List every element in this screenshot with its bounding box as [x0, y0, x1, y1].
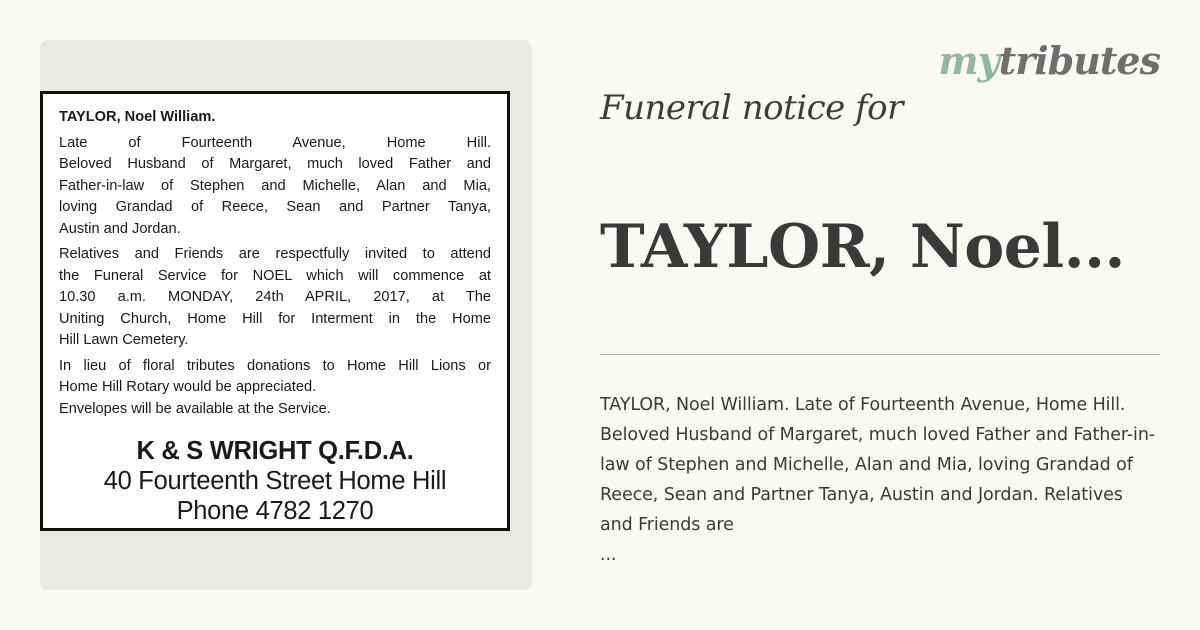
notice-paragraph-1	[59, 133, 491, 241]
notice-name: TAYLOR, Noel William.	[59, 109, 216, 125]
notice-line: In lieu of floral tributes donations to Home Hill Lions or	[59, 357, 491, 374]
director-name: K & S WRIGHT Q.F.D.A.	[136, 437, 414, 465]
excerpt-text: TAYLOR, Noel William. Late of Fourteenth Avenue, Home Hill. Beloved Husband of Margaret, much loved Father and Father-in-law of Stephen and Michelle, Alan and Mia, loving Grandad of Reece, Sean and Partner Tanya, Austin and Jordan. Relatives and Friends are	[600, 395, 1156, 535]
excerpt-ellipsis: ...	[600, 545, 617, 565]
notice-paragraph-3	[59, 356, 491, 421]
mytributes-logo[interactable]	[938, 38, 1160, 83]
notice-line: loving Grandad of Reece, Sean and Partner Tanya,	[59, 199, 491, 215]
notice-line: Austin and Jordan.	[59, 220, 181, 237]
notice-line: Hill Lawn Cemetery.	[59, 332, 189, 348]
notice-line: the Funeral Service for NOEL which will commence at	[59, 267, 491, 284]
notice-line: 10.30 a.m. MONDAY, 24th APRIL, 2017, at The	[59, 289, 491, 305]
logo-prefix: my	[938, 38, 999, 83]
logo-suffix: tributes	[998, 38, 1160, 83]
notice-line: Home Hill Rotary would be appreciated.	[59, 379, 317, 395]
director-address: 40 Fourteenth Street Home Hill	[103, 467, 447, 495]
notice-excerpt	[600, 390, 1160, 570]
funeral-notice-image	[40, 91, 510, 531]
notice-line: Envelopes will be available at the Service.	[59, 400, 331, 417]
notice-line: Beloved Husband of Margaret, much loved Father and	[59, 156, 491, 172]
notice-line: Uniting Church, Home Hill for Interment in the Home	[59, 310, 491, 327]
person-name-title: TAYLOR, Noel...	[600, 212, 1125, 282]
divider	[600, 354, 1160, 355]
notice-line: Late of Fourteenth Avenue, Home Hill.	[59, 134, 491, 151]
director-phone: Phone 4782 1270	[176, 497, 374, 525]
notice-line: Father-in-law of Stephen and Michelle, Alan and Mia,	[59, 177, 491, 194]
notice-paragraph-2	[59, 244, 491, 352]
page-heading-label: Funeral notice for	[600, 88, 903, 128]
notice-line: Relatives and Friends are respectfully invited to attend	[59, 246, 491, 262]
funeral-director-block	[59, 436, 491, 526]
